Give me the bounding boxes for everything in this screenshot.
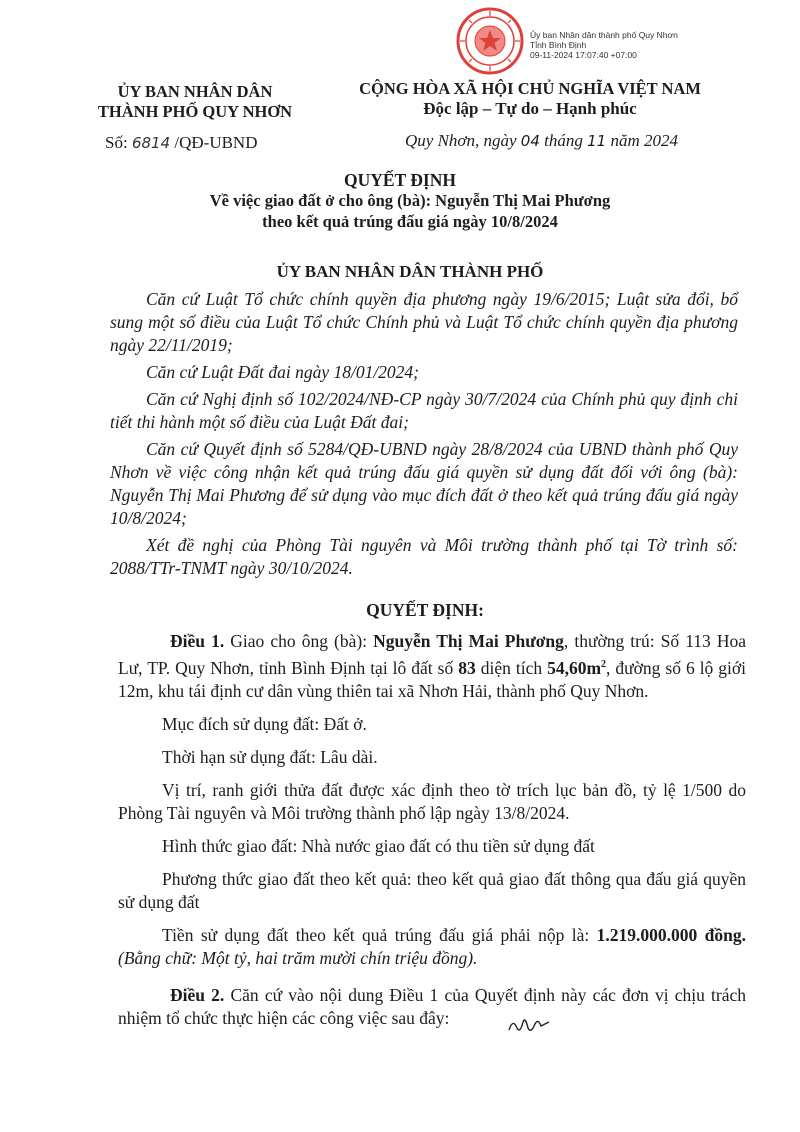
day-handwritten: 04 xyxy=(520,132,540,150)
fee-in-words: (Bằng chữ: Một tỷ, hai trăm mười chín triệu đồng). xyxy=(118,947,478,968)
article-1-grant xyxy=(118,630,746,703)
article-1-text-d: , đường số 6 lộ giới 12m, khu tái định cư dân vùng thiên tai xã Nhơn Hải, thành phố Quy Nhơn. xyxy=(118,657,747,701)
place-date-text-2: tháng xyxy=(544,131,583,150)
agency-line-1: ỦY BAN NHÂN DÂN xyxy=(117,82,273,101)
motto-line-1: CỘNG HÒA XÃ HỘI CHỦ NGHĨA VIỆT NAM xyxy=(359,79,701,98)
signature-timestamp: 09-11-2024 17:07:40 +07:00 xyxy=(530,50,637,60)
legal-bases xyxy=(110,288,738,580)
article-1-text-b: , thường trú: Số 113 Hoa Lư, TP. Quy Nhơn, tỉnh Bình Định tại lô đất số xyxy=(118,631,747,678)
subject-line-1: Về việc giao đất ở cho ông (bà): Nguyễn Thị Mai Phương xyxy=(209,191,611,210)
basis-2: Căn cứ Luật Đất đai ngày 18/01/2024; xyxy=(146,362,420,382)
grantee-name: Nguyễn Thị Mai Phương xyxy=(373,631,564,651)
article-2-text xyxy=(118,984,746,1030)
place-date-text-3: năm 2024 xyxy=(610,131,678,150)
signature-province: Tỉnh Bình Định xyxy=(530,40,587,50)
allocation-form: Hình thức giao đất: Nhà nước giao đất có thu tiền sử dụng đất xyxy=(162,835,595,856)
basis-1: Căn cứ Luật Tổ chức chính quyền địa phương ngày 19/6/2015; Luật sửa đổi, bổ sung một số điều của Luật Tổ chức Chính phủ và Luật Tổ chức chính quyền địa phương ngày 22/11/2019; xyxy=(110,289,738,355)
basis-5: Xét đề nghị của Phòng Tài nguyên và Môi trường thành phố tại Tờ trình số: 2088/TTr-TNMT ngày 30/10/2024. xyxy=(110,535,738,578)
doc-no-prefix: Số: xyxy=(105,133,128,152)
month-handwritten: 11 xyxy=(587,132,607,150)
land-area xyxy=(547,658,606,678)
land-purpose: Mục đích sử dụng đất: Đất ở. xyxy=(162,713,367,734)
place-date-text-1: Quy Nhơn, ngày xyxy=(405,131,517,150)
handwritten-initials xyxy=(505,1012,555,1038)
doc-no-suffix: /QĐ-UBND xyxy=(174,133,258,152)
fee-text: Tiền sử dụng đất theo kết quả trúng đấu giá phải nộp là: xyxy=(162,924,590,945)
digital-signature-block xyxy=(530,30,678,60)
land-area-unit-sup: 2 xyxy=(601,659,607,670)
document-subject xyxy=(100,190,720,232)
article-2-label: Điều 2. xyxy=(170,985,225,1005)
allocation-method: Phương thức giao đất theo kết quả: theo kết quả giao đất thông qua đấu giá quyền sử dụng đất xyxy=(118,868,746,912)
basis-3: Căn cứ Nghị định số 102/2024/NĐ-CP ngày 30/7/2024 của Chính phủ quy định chi tiết thi hành một số điều của Luật Đất đai; xyxy=(110,389,738,432)
fee-amount: 1.219.000.000 đồng. xyxy=(596,924,746,945)
article-1-text-a: Giao cho ông (bà): xyxy=(230,631,368,651)
article-1-label: Điều 1. xyxy=(170,631,225,651)
national-motto xyxy=(330,79,730,119)
basis-4: Căn cứ Quyết định số 5284/QĐ-UBND ngày 28/8/2024 của UBND thành phố Quy Nhơn về việc công nhận kết quả trúng đấu giá quyền sử dụng đất đối với ông (bà): Nguyễn Thị Mai Phương để sử dụng vào mục đích đất ở theo kết quả trúng đấu giá ngày 10/8/2024; xyxy=(110,439,738,528)
doc-no-handwritten: 6814 xyxy=(131,134,171,152)
article-1-text-c: diện tích xyxy=(480,657,543,678)
lot-number: 83 xyxy=(458,657,476,678)
signature-org: Ủy ban Nhân dân thành phố Quy Nhơn xyxy=(530,30,678,40)
place-and-date xyxy=(405,131,678,151)
article-2-body: Căn cứ vào nội dung Điều 1 của Quyết định này các đơn vị chịu trách nhiệm tổ chức thực hiện các công việc sau đây: xyxy=(118,985,747,1028)
agency-line-2: THÀNH PHỐ QUY NHƠN xyxy=(97,102,293,121)
agency-header xyxy=(70,82,320,122)
article-1 xyxy=(118,630,746,980)
red-seal-stamp xyxy=(455,6,525,76)
article-2 xyxy=(118,984,746,1030)
issuer-heading: ỦY BAN NHÂN DÂN THÀNH PHỐ xyxy=(276,262,544,281)
land-area-value: 54,60m xyxy=(547,657,602,678)
document-number xyxy=(105,133,257,153)
land-term: Thời hạn sử dụng đất: Lâu dài. xyxy=(162,746,378,767)
document-title: QUYẾT ĐỊNH xyxy=(344,170,456,190)
subject-line-2: theo kết quả trúng đấu giá ngày 10/8/2024 xyxy=(262,212,558,231)
decision-heading: QUYẾT ĐỊNH: xyxy=(366,600,484,620)
land-fee xyxy=(118,924,746,970)
motto-line-2: Độc lập – Tự do – Hạnh phúc xyxy=(423,99,637,118)
land-location: Vị trí, ranh giới thửa đất được xác định theo tờ trích lục bản đồ, tỷ lệ 1/500 do Phòng Tài nguyên và Môi trường thành phố lập ngày 13/8/2024. xyxy=(118,779,746,823)
